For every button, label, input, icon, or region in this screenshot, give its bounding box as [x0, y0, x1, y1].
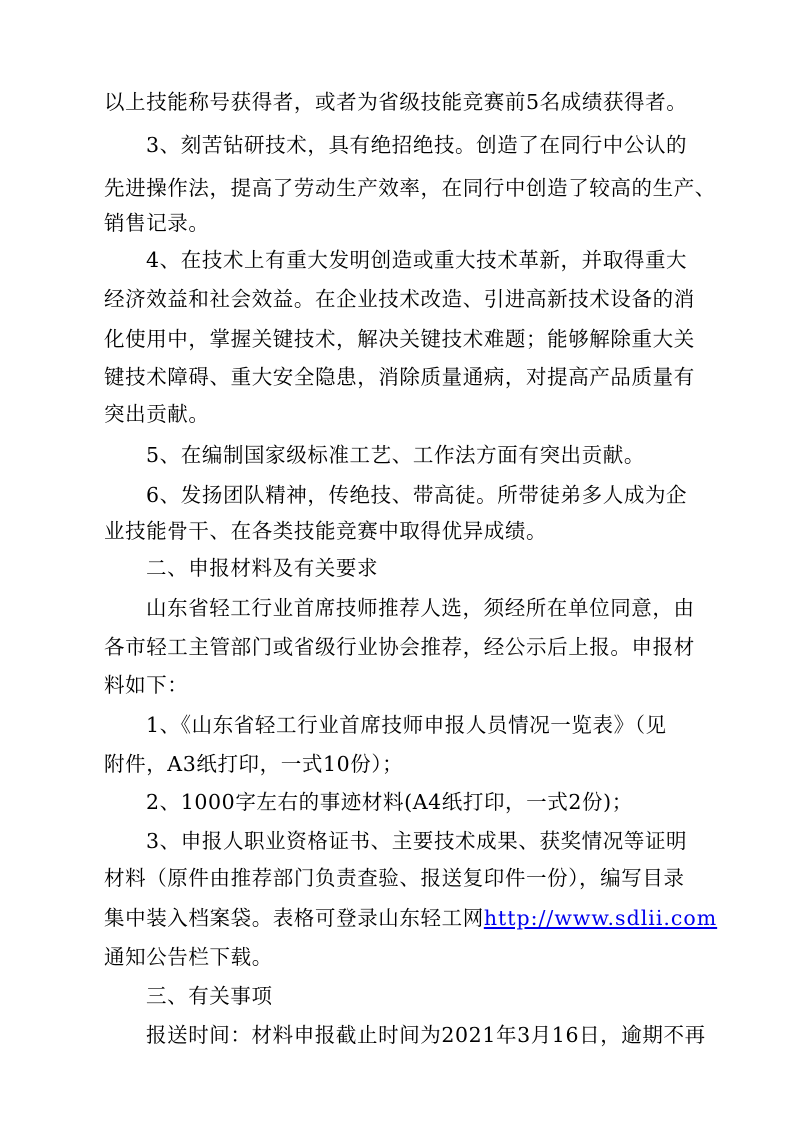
text-line: 先进操作法，提高了劳动生产效率，在同行中创造了较高的生产、	[104, 176, 716, 200]
text-line: 通知公告栏下载。	[104, 945, 273, 969]
text-line: 4、在技术上有重大发明创造或重大技术革新，并取得重大	[146, 248, 688, 272]
text-line: 各市轻工主管部门或省级行业协会推荐，经公示后上报。申报材	[104, 635, 695, 659]
text-line: 经济效益和社会效益。在企业技术改造、引进高新技术设备的消	[104, 287, 695, 311]
text-line: 3、刻苦钻研技术，具有绝招绝技。创造了在同行中公认的	[146, 133, 688, 157]
section-heading: 三、有关事项	[146, 984, 273, 1008]
text-line: 突出贡献。	[104, 402, 210, 426]
text-line: 报送时间：材料申报截止时间为2021年3月16日，逾期不再	[146, 1023, 706, 1047]
text-line	[104, 902, 718, 934]
text-line: 6、发扬团队精神，传绝技、带高徒。所带徒弟多人成为企	[146, 483, 688, 507]
text-line: 3、申报人职业资格证书、主要技术成果、获奖情况等证明	[146, 829, 688, 853]
text-line: 化使用中，掌握关键技术，解决关键技术难题；能够解除重大关	[104, 327, 695, 351]
text-line: 1、《山东省轻工行业首席技师申报人员情况一览表》（见	[146, 713, 667, 737]
text-line: 2、1000字左右的事迹材料(A4纸打印，一式2份)；	[146, 790, 633, 814]
text-line: 键技术障碍、重大安全隐患，消除质量通病，对提高产品质量有	[104, 365, 695, 389]
text-line: 业技能骨干、在各类技能竞赛中取得优异成绩。	[104, 519, 548, 543]
text-line: 山东省轻工行业首席技师推荐人选，须经所在单位同意，由	[146, 596, 695, 620]
text-line: 材料（原件由推荐部门负责查验、报送复印件一份），编写目录	[104, 866, 685, 890]
section-heading: 二、申报材料及有关要求	[146, 556, 379, 580]
sdlii-website-link[interactable]: http://www.sdlii.com	[483, 906, 718, 930]
text-line: 以上技能称号获得者，或者为省级技能竞赛前5名成绩获得者。	[104, 90, 688, 114]
text-line: 销售记录。	[104, 211, 210, 235]
text-line: 料如下：	[104, 673, 189, 697]
text-line: 附件，A3纸打印，一式10份）；	[104, 752, 404, 776]
text-line: 5、在编制国家级标准工艺、工作法方面有突出贡献。	[146, 443, 645, 467]
text-segment: 集中装入档案袋。表格可登录山东轻工网	[104, 906, 484, 930]
